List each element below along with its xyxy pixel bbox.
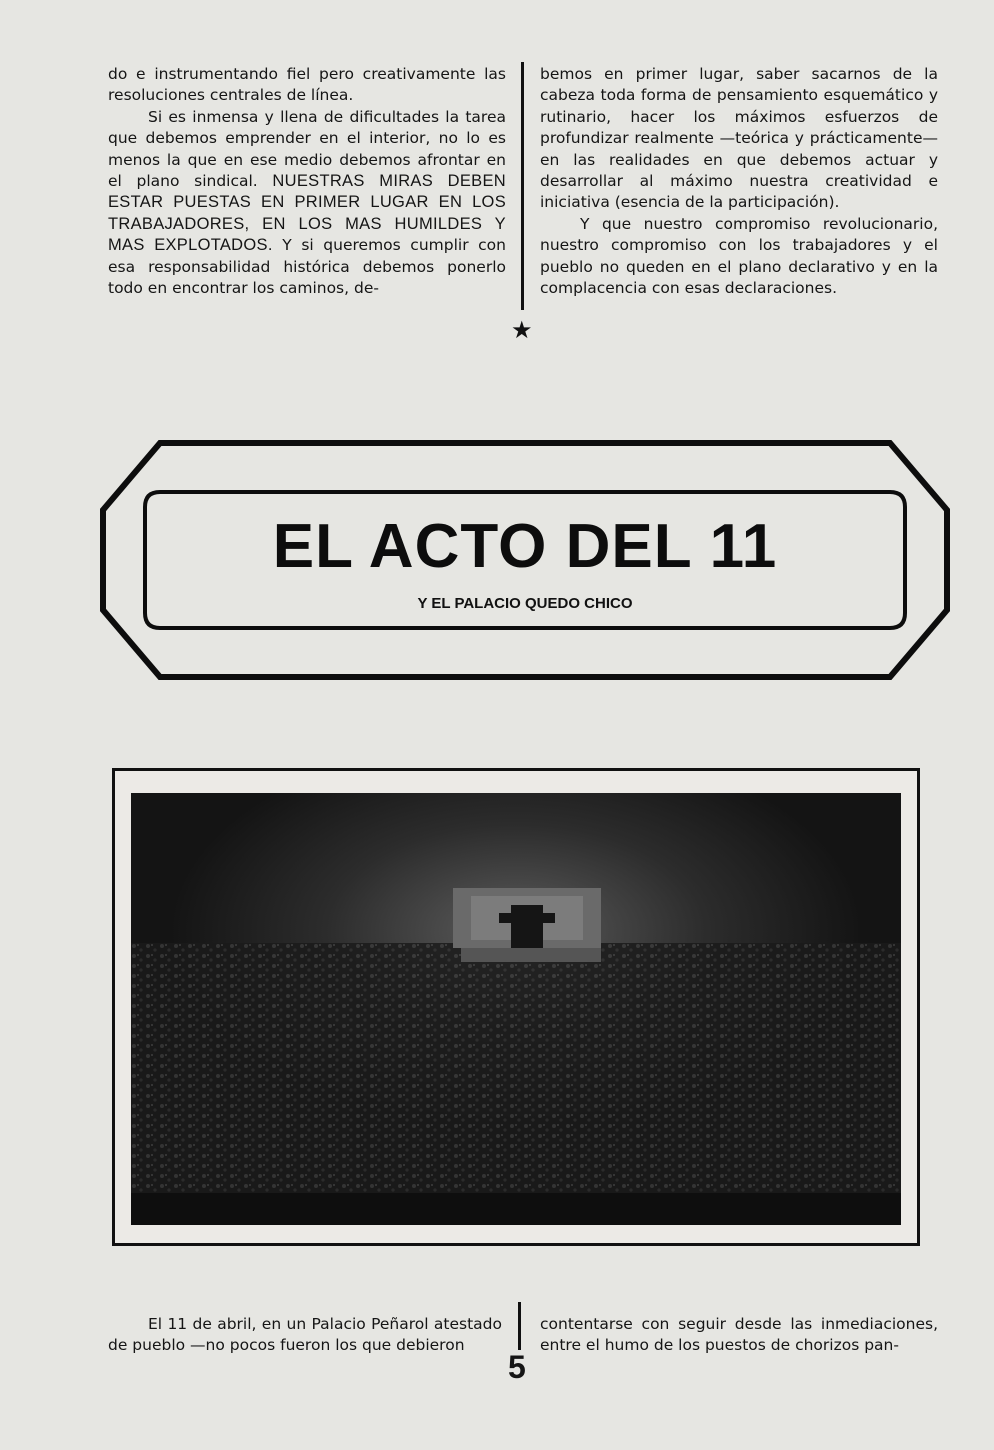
emphasized-text: NUESTRAS MIRAS DEBEN ESTAR PUESTAS EN PRIMER LUGAR EN LOS TRABAJADORES, EN LOS MAS HUMILDES Y MAS EXPLOTADOS. (108, 172, 506, 255)
paragraph: bemos en primer lugar, saber sacarnos de la cabeza toda forma de pensamiento esquemático y rutinario, hacer los máximos esfuerzos de profundizar realmente —teórica y prácticamente— en las realidades en que debemos actuar y desarrollar al máximo nuestra creatividad e iniciativa (esencia de la participación). (540, 65, 938, 212)
photo-frame (112, 768, 920, 1246)
subheadline: Y EL PALACIO QUEDO CHICO (417, 595, 633, 612)
article-column-top-left (108, 64, 506, 299)
article-column-bottom-right (540, 1314, 938, 1357)
crowd-photo (131, 793, 901, 1225)
article-column-top-right (540, 64, 938, 299)
paragraph-text: Si es inmensa y llena de dificultades la tarea que debemos emprender en el interior, no lo es menos la que en ese medio debemos afrontar en el plano sindical. (108, 107, 506, 191)
paragraph: Y que nuestro compromiso revolucionario, nuestro compromiso con los trabajadores y el pueblo no queden en el plano declarativo y en la complacencia con esas declaraciones. (540, 214, 938, 298)
crowd-photo-graphic (131, 793, 901, 1225)
paragraph (108, 107, 506, 300)
page-number: 5 (508, 1349, 526, 1385)
paragraph: El 11 de abril, en un Palacio Peñarol atestado de pueblo —no pocos fueron los que debieron (108, 1315, 502, 1355)
article-column-bottom-left (108, 1314, 502, 1357)
paragraph: contentarse con seguir desde las inmediaciones, entre el humo de los puestos de chorizos pan- (540, 1315, 938, 1355)
star-separator: ★ (511, 316, 533, 344)
column-divider (521, 62, 524, 310)
column-divider (518, 1302, 521, 1350)
paragraph: do e instrumentando fiel pero creativamente las resoluciones centrales de línea. (108, 65, 506, 105)
paragraph-text: Y si queremos cumplir con esa responsabilidad histórica debemos ponerlo todo en encontrar los caminos, de- (108, 236, 506, 298)
headline: EL ACTO DEL 11 (272, 512, 778, 581)
